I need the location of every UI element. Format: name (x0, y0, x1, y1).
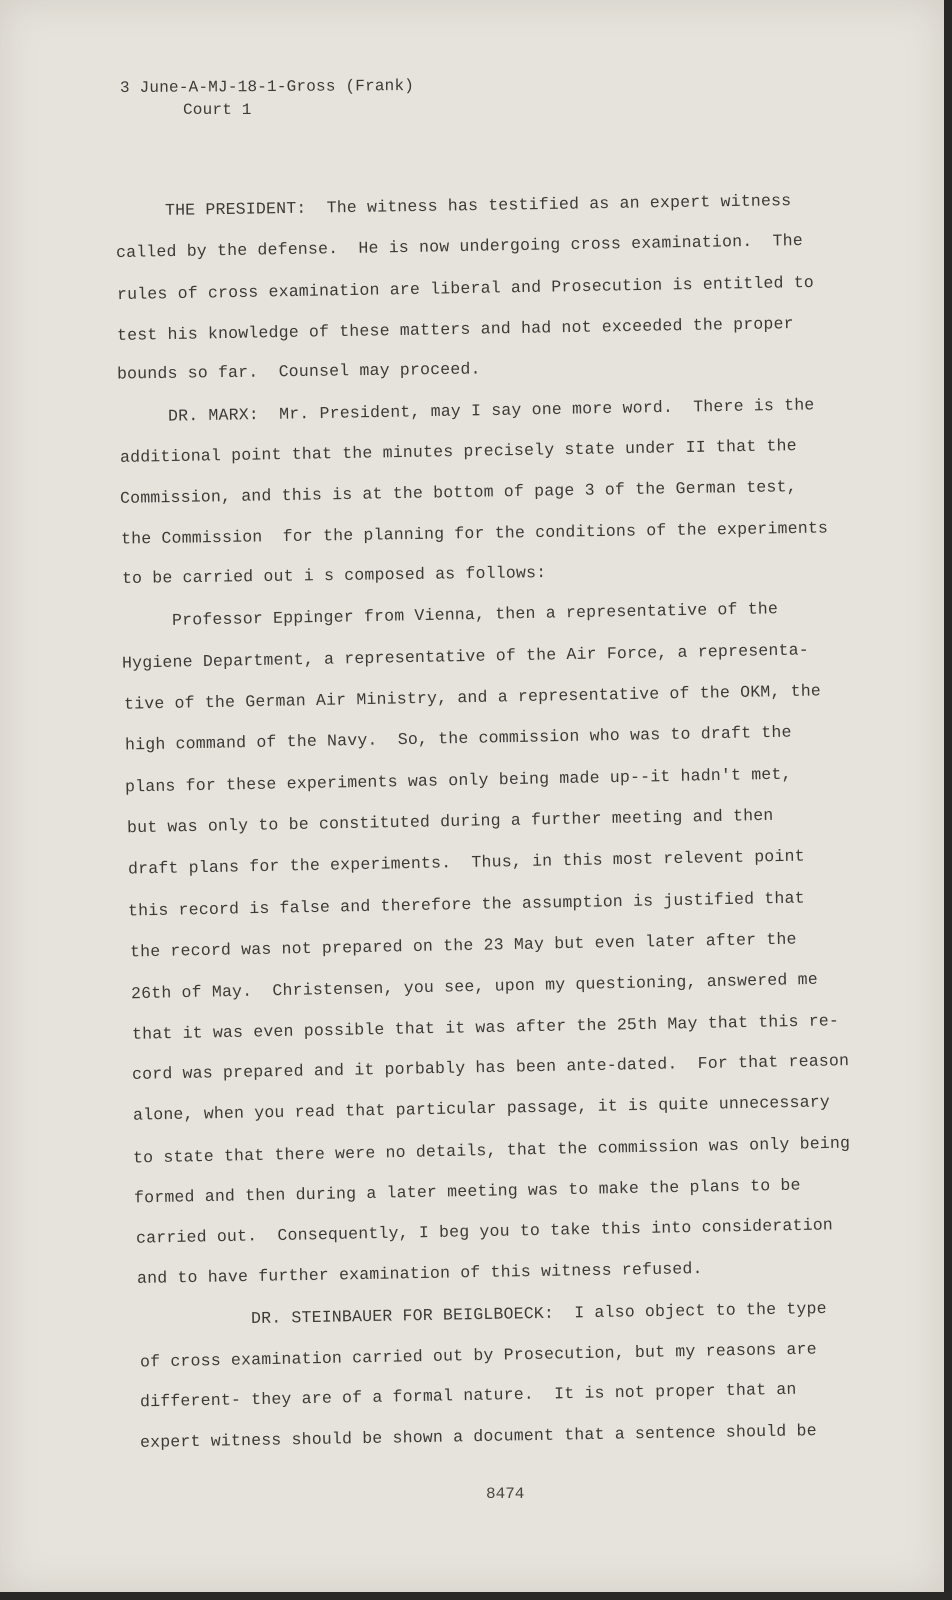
text-line: expert witness should be shown a document that a sentence should be (139, 1421, 817, 1452)
text-line: DR. STEINBAUER FOR BEIGLBOECK: I also object to the type (250, 1298, 827, 1329)
text-line: Commission, and this is at the bottom of page 3 of the German test, (119, 477, 797, 508)
text-line: to state that there were no details, that the commission was only being (132, 1133, 851, 1168)
text-line: formed and then during a later meeting was to make the plans to be (133, 1175, 801, 1208)
text-line: the record was not prepared on the 23 May but even later after the (129, 929, 797, 962)
text-line: Hygiene Department, a representative of the Air Force, a representa- (121, 640, 810, 673)
text-line: but was only to be constituted during a further meeting and then (126, 805, 774, 838)
text-line: different- they are of a formal nature. It is not proper that an (139, 1379, 797, 1412)
text-line: bounds so far. Counsel may proceed. (116, 359, 481, 384)
text-line: THE PRESIDENT: The witness has testified as an expert witness (164, 191, 792, 220)
text-line: additional point that the minutes precisely state under II that the (119, 436, 797, 467)
text-line: carried out. Consequently, I beg you to take this into consideration (135, 1215, 834, 1248)
text-line: DR. MARX: Mr. President, may I say one more word. There is the (167, 395, 815, 426)
text-line: the Commission for the planning for the conditions of the experiments (120, 518, 829, 549)
text-line: Professor Eppinger from Vienna, then a representative of the (171, 599, 779, 630)
text-line: alone, when you read that particular passage, it is quite unnecessary (132, 1092, 831, 1125)
text-line: to be carried out i s composed as follows: (121, 563, 547, 588)
text-line: test his knowledge of these matters and had not exceeded the proper (116, 314, 794, 345)
text-line: and to have further examination of this witness refused. (136, 1259, 703, 1288)
text-line: rules of cross examination are liberal and Prosecution is entitled to (116, 272, 815, 305)
header-court: Court 1 (183, 101, 252, 119)
text-line: that it was even possible that it was after the 25th May that this re- (131, 1011, 840, 1044)
text-line: tive of the German Air Ministry, and a representative of the OKM, the (123, 681, 822, 714)
text-line: 26th of May. Christensen, you see, upon my questioning, answered me (130, 969, 819, 1004)
text-line: plans for these experiments was only being made up--it hadn't met, (124, 764, 792, 797)
page-number: 8474 (486, 1485, 525, 1503)
text-line: cord was prepared and it porbably has been ante-dated. For that reason (131, 1051, 850, 1084)
text-line: draft plans for the experiments. Thus, in this most relevent point (127, 846, 805, 879)
header-reference: 3 June-A-MJ-18-1-Gross (Frank) (119, 76, 415, 98)
text-line: called by the defense. He is now undergoing cross examination. The (115, 231, 804, 262)
text-line: of cross examination carried out by Prosecution, but my reasons are (139, 1339, 817, 1372)
text-line: this record is false and therefore the assumption is justified that (127, 888, 805, 921)
text-line: high command of the Navy. So, the commission who was to draft the (124, 722, 792, 755)
